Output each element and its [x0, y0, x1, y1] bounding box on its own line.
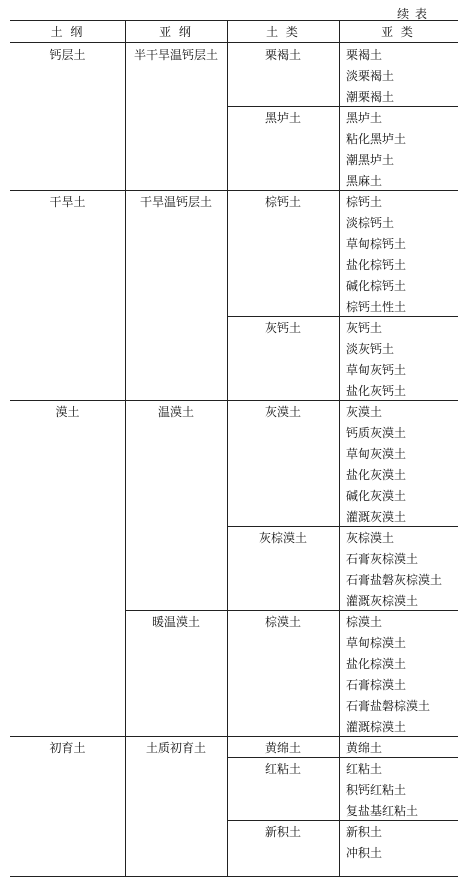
header-order: 土 纲 — [50, 25, 85, 39]
group-cell: 新积土 — [264, 825, 301, 839]
header-group: 土 类 — [266, 25, 300, 39]
subgroup-cell: 石膏棕漠土 — [346, 678, 407, 692]
group-cell: 黑垆土 — [264, 111, 301, 125]
subgroup-cell: 黑垆土 — [346, 111, 383, 125]
group-divider — [227, 526, 458, 527]
order-cell: 漠土 — [55, 405, 80, 419]
subgroup-cell: 淡棕钙土 — [346, 216, 395, 230]
column-rule — [125, 21, 126, 876]
subgroup-cell: 盐化灰漠土 — [346, 468, 407, 482]
subgroup-cell: 石膏灰棕漠土 — [346, 552, 419, 566]
subgroup-cell: 复盐基红粘土 — [346, 804, 419, 818]
order-divider — [10, 400, 458, 401]
group-cell: 栗褐土 — [264, 48, 301, 62]
subgroup-cell: 棕钙土 — [346, 195, 383, 209]
order-cell: 干旱土 — [49, 195, 86, 209]
table-bottom-rule — [10, 876, 458, 877]
suborder-cell: 干旱温钙层土 — [139, 195, 212, 209]
group-divider — [227, 316, 458, 317]
group-divider — [227, 757, 458, 758]
subgroup-cell: 灰钙土 — [346, 321, 383, 335]
subgroup-cell: 淡灰钙土 — [346, 342, 395, 356]
group-cell: 棕漠土 — [264, 615, 301, 629]
subgroup-cell: 棕漠土 — [346, 615, 383, 629]
group-cell: 黄绵土 — [264, 741, 301, 755]
subgroup-cell: 草甸灰漠土 — [346, 447, 407, 461]
subgroup-cell: 粘化黑垆土 — [346, 132, 407, 146]
group-cell: 红粘土 — [264, 762, 301, 776]
subgroup-cell: 淡栗褐土 — [346, 69, 395, 83]
table-top-rule — [10, 20, 458, 21]
suborder-cell: 半干旱温钙层土 — [133, 48, 218, 62]
column-rule — [227, 21, 228, 876]
group-cell: 灰棕漠土 — [258, 531, 307, 545]
subgroup-cell: 红粘土 — [346, 762, 383, 776]
suborder-cell: 暖温漠土 — [151, 615, 200, 629]
subgroup-cell: 盐化棕漠土 — [346, 657, 407, 671]
subgroup-cell: 石膏盐磐棕漠土 — [346, 699, 431, 713]
subgroup-cell: 潮黑垆土 — [346, 153, 395, 167]
table-header-rule — [10, 42, 458, 43]
subgroup-cell: 草甸棕漠土 — [346, 636, 407, 650]
subgroup-cell: 积钙红粘土 — [346, 783, 407, 797]
group-divider — [227, 106, 458, 107]
order-divider — [10, 736, 458, 737]
subgroup-cell: 棕钙土性土 — [346, 300, 407, 314]
continued-label: 续 表 — [397, 7, 428, 21]
header-suborder: 亚 纲 — [159, 25, 193, 39]
subgroup-cell: 黑麻土 — [346, 174, 383, 188]
subgroup-cell: 石膏盐磐灰棕漠土 — [346, 573, 443, 587]
suborder-cell: 土质初育土 — [145, 741, 206, 755]
order-cell: 钙层土 — [49, 48, 86, 62]
group-cell: 灰钙土 — [264, 321, 301, 335]
subgroup-cell: 灌溉灰棕漠土 — [346, 594, 419, 608]
subgroup-cell: 灌溉棕漠土 — [346, 720, 407, 734]
subgroup-cell: 冲积土 — [346, 846, 383, 860]
suborder-divider — [125, 610, 458, 611]
header-subgroup: 亚 类 — [381, 25, 415, 39]
subgroup-cell: 灌溉灰漠土 — [346, 510, 407, 524]
subgroup-cell: 碱化棕钙土 — [346, 279, 407, 293]
subgroup-cell: 潮栗褐土 — [346, 90, 395, 104]
order-divider — [10, 190, 458, 191]
subgroup-cell: 黄绵土 — [346, 741, 383, 755]
subgroup-cell: 灰漠土 — [346, 405, 383, 419]
subgroup-cell: 碱化灰漠土 — [346, 489, 407, 503]
column-rule — [339, 21, 340, 876]
group-divider — [227, 820, 458, 821]
subgroup-cell: 灰棕漠土 — [346, 531, 395, 545]
subgroup-cell: 草甸棕钙土 — [346, 237, 407, 251]
subgroup-cell: 栗褐土 — [346, 48, 383, 62]
suborder-cell: 温漠土 — [157, 405, 194, 419]
subgroup-cell: 盐化灰钙土 — [346, 384, 407, 398]
group-cell: 灰漠土 — [264, 405, 301, 419]
subgroup-cell: 钙质灰漠土 — [346, 426, 407, 440]
subgroup-cell: 草甸灰钙土 — [346, 363, 407, 377]
subgroup-cell: 新积土 — [346, 825, 383, 839]
group-cell: 棕钙土 — [264, 195, 301, 209]
order-cell: 初育土 — [49, 741, 86, 755]
subgroup-cell: 盐化棕钙土 — [346, 258, 407, 272]
